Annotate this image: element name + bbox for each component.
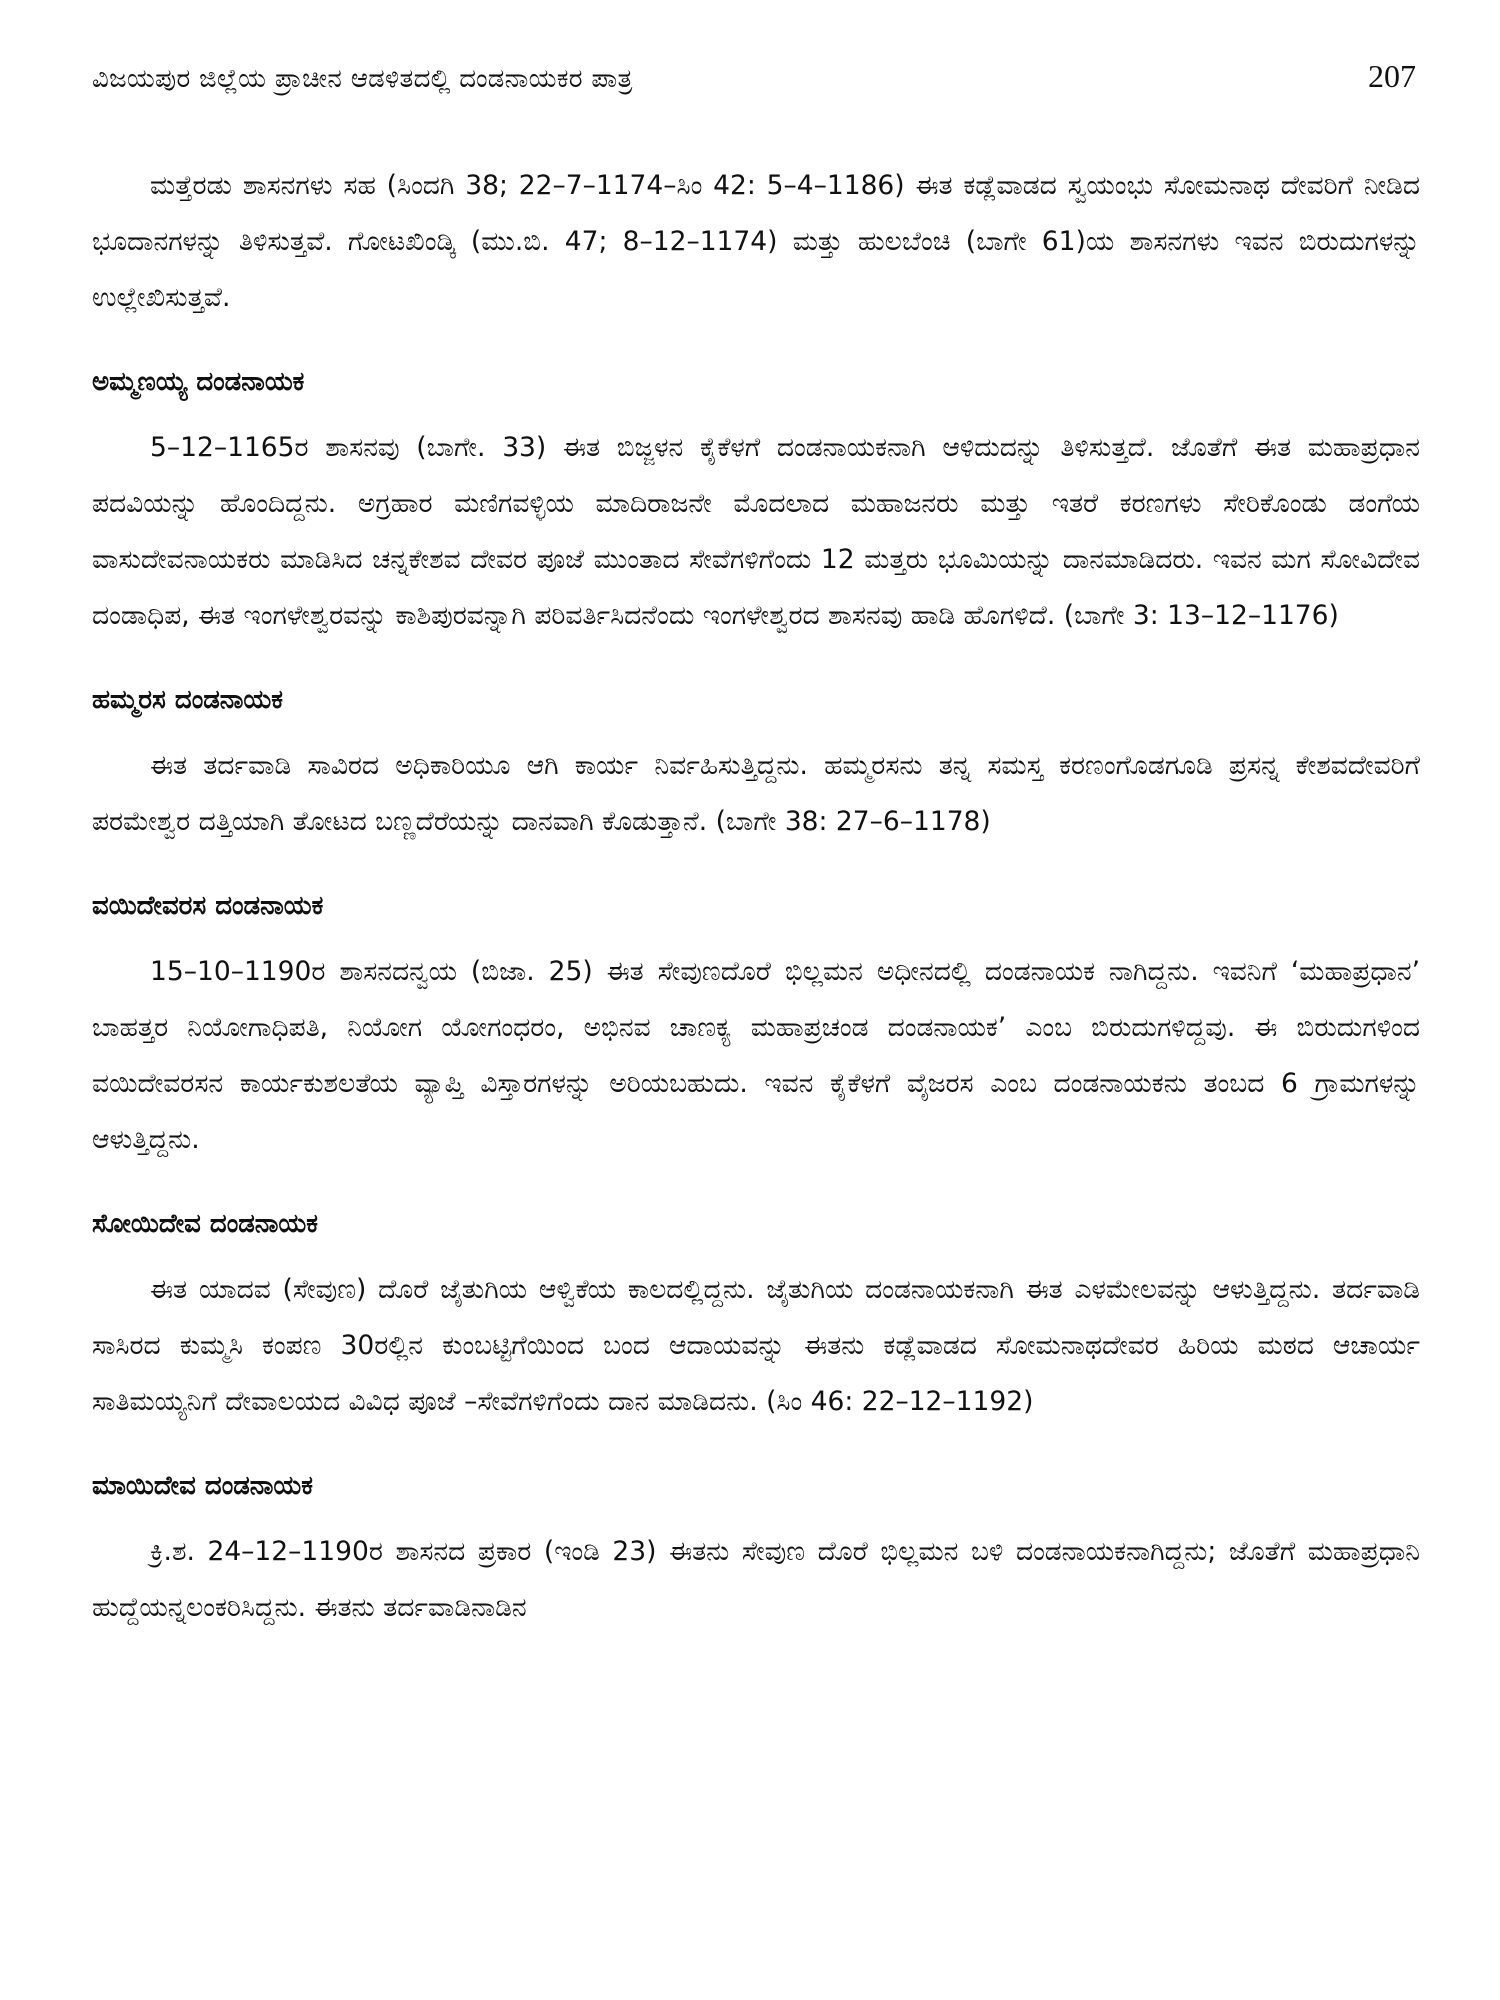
section-heading: ಸೋಯಿದೇವ ದಂಡನಾಯಕ (92, 1209, 318, 1239)
running-title: ವಿಜಯಪುರ ಜಿಲ್ಲೆಯ ಪ್ರಾಚೀನ ಆಡಳಿತದಲ್ಲಿ ದಂಡನಾಯಕರ ಪಾತ್ರ (92, 64, 633, 94)
section-soyideva (92, 1204, 1420, 1430)
section-ammanayya (92, 362, 1420, 644)
intro-paragraph: ಮತ್ತೆರಡು ಶಾಸನಗಳು ಸಹ (ಸಿಂದಗಿ 38; 22–7–1174–ಸಿಂ 42: 5–4–1186) ಈತ ಕಡ್ಲೆವಾಡದ ಸ್ವಯಂಭು ಸೋಮನಾಥ ದೇವರಿಗೆ ನೀಡಿದ ಭೂದಾನಗಳನ್ನು ತಿಳಿಸುತ್ತವೆ. ಗೋಟಖಿಂಡ್ಕಿ (ಮು.ಬಿ. 47; 8–12–1174) ಮತ್ತು ಹುಲಬೆಂಚಿ (ಬಾಗೇ 61)ಯ ಶಾಸನಗಳು ಇವನ ಬಿರುದುಗಳನ್ನು ಉಲ್ಲೇಖಿಸುತ್ತವೆ. (92, 170, 1420, 313)
section-hammarasa (92, 680, 1420, 850)
section-heading: ವಯಿದೇವರಸ ದಂಡನಾಯಕ (92, 891, 324, 921)
section-paragraph: 5–12–1165ರ ಶಾಸನವು (ಬಾಗೇ. 33) ಈತ ಬಿಜ್ಜಳನ ಕೈಕೆಳಗೆ ದಂಡನಾಯಕನಾಗಿ ಆಳಿದುದನ್ನು ತಿಳಿಸುತ್ತದೆ. ಜೊತೆಗೆ ಈತ ಮಹಾಪ್ರಧಾನ ಪದವಿಯನ್ನು ಹೊಂದಿದ್ದನು. ಅಗ್ರಹಾರ ಮಣಿಗವಳ್ಳಿಯ ಮಾದಿರಾಜನೇ ಮೊದಲಾದ ಮಹಾಜನರು ಮತ್ತು ಇತರೆ ಕರಣಗಳು ಸೇರಿಕೊಂಡು ಡಂಗೆಯ ವಾಸುದೇವನಾಯಕರು ಮಾಡಿಸಿದ ಚನ್ನಕೇಶವ ದೇವರ ಪೂಜೆ ಮುಂತಾದ ಸೇವೆಗಳಿಗೆಂದು 12 ಮತ್ತರು ಭೂಮಿಯನ್ನು ದಾನಮಾಡಿದರು. ಇವನ ಮಗ ಸೋವಿದೇವ ದಂಡಾಧಿಪ, ಈತ ಇಂಗಳೇಶ್ವರವನ್ನು ಕಾಶಿಪುರವನ್ನಾಗಿ ಪರಿವರ್ತಿಸಿದನೆಂದು ಇಂಗಳೇಶ್ವರದ ಶಾಸನವು ಹಾಡಿ ಹೊಗಳಿದೆ. (ಬಾಗೇ 3: 13–12–1176) (92, 432, 1420, 631)
running-header (92, 58, 1420, 112)
section-paragraph: ಕ್ರಿ.ಶ. 24–12–1190ರ ಶಾಸನದ ಪ್ರಕಾರ (ಇಂಡಿ 23) ಈತನು ಸೇವುಣ ದೊರೆ ಭಿಲ್ಲಮನ ಬಳಿ ದಂಡನಾಯಕನಾಗಿದ್ದನು; ಜೊತೆಗೆ ಮಹಾಪ್ರಧಾನಿ ಹುದ್ದೆಯನ್ನಲಂಕರಿಸಿದ್ದನು. ಈತನು ತರ್ದವಾಡಿನಾಡಿನ (92, 1536, 1420, 1623)
section-mayideva (92, 1466, 1420, 1636)
section-heading: ಹಮ್ಮರಸ ದಂಡನಾಯಕ (92, 685, 283, 715)
section-paragraph: 15–10–1190ರ ಶಾಸನದನ್ವಯ (ಬಿಜಾ. 25) ಈತ ಸೇವುಣದೊರೆ ಭಿಲ್ಲಮನ ಅಧೀನದಲ್ಲಿ ದಂಡನಾಯಕ ನಾಗಿದ್ದನು. ಇವನಿಗೆ ‘ಮಹಾಪ್ರಧಾನ’ ಬಾಹತ್ತರ ನಿಯೋಗಾಧಿಪತಿ, ನಿಯೋಗ ಯೋಗಂಧರಂ, ಅಭಿನವ ಚಾಣಕ್ಯ ಮಹಾಪ್ರಚಂಡ ದಂಡನಾಯಕ’ ಎಂಬ ಬಿರುದುಗಳಿದ್ದವು. ಈ ಬಿರುದುಗಳಿಂದ ವಯಿದೇವರಸನ ಕಾರ್ಯಕುಶಲತೆಯ ವ್ಯಾಪ್ತಿ ವಿಸ್ತಾರಗಳನ್ನು ಅರಿಯಬಹುದು. ಇವನ ಕೈಕೆಳಗೆ ವೈಜರಸ ಎಂಬ ದಂಡನಾಯಕನು ತಂಬದ 6 ಗ್ರಾಮಗಳನ್ನು ಆಳುತ್ತಿದ್ದನು. (92, 956, 1420, 1155)
section-heading: ಅಮ್ಮಣಯ್ಯ ದಂಡನಾಯಕ (92, 367, 305, 397)
section-paragraph: ಈತ ಯಾದವ (ಸೇವುಣ) ದೊರೆ ಜೈತುಗಿಯ ಆಳ್ವಿಕೆಯ ಕಾಲದಲ್ಲಿದ್ದನು. ಜೈತುಗಿಯ ದಂಡನಾಯಕನಾಗಿ ಈತ ಎಳಮೇಲವನ್ನು ಆಳುತ್ತಿದ್ದನು. ತರ್ದವಾಡಿ ಸಾಸಿರದ ಕುಮ್ಮಸಿ ಕಂಪಣ 30ರಲ್ಲಿನ ಕುಂಬಟ್ಟಿಗೆಯಿಂದ ಬಂದ ಆದಾಯವನ್ನು ಈತನು ಕಡ್ಲೆವಾಡದ ಸೋಮನಾಥದೇವರ ಹಿರಿಯ ಮಠದ ಆಚಾರ್ಯ ಸಾತಿಮಯ್ಯನಿಗೆ ದೇವಾಲಯದ ವಿವಿಧ ಪೂಜೆ –ಸೇವೆಗಳಿಗೆಂದು ದಾನ ಮಾಡಿದನು. (ಸಿಂ 46: 22–12–1192) (92, 1274, 1420, 1417)
section-heading: ಮಾಯಿದೇವ ದಂಡನಾಯಕ (92, 1471, 313, 1501)
section-vayidevarasa (92, 886, 1420, 1168)
section-paragraph: ಈತ ತರ್ದವಾಡಿ ಸಾವಿರದ ಅಧಿಕಾರಿಯೂ ಆಗಿ ಕಾರ್ಯ ನಿರ್ವಹಿಸುತ್ತಿದ್ದನು. ಹಮ್ಮರಸನು ತನ್ನ ಸಮಸ್ತ ಕರಣಂಗೊಡಗೂಡಿ ಪ್ರಸನ್ನ ಕೇಶವದೇವರಿಗೆ ಪರಮೇಶ್ವರ ದತ್ತಿಯಾಗಿ ತೋಟದ ಬಣ್ಣದೆರೆಯನ್ನು ದಾನವಾಗಿ ಕೊಡುತ್ತಾನೆ. (ಬಾಗೇ 38: 27–6–1178) (92, 750, 1420, 837)
page-number: 207 (1368, 58, 1416, 94)
